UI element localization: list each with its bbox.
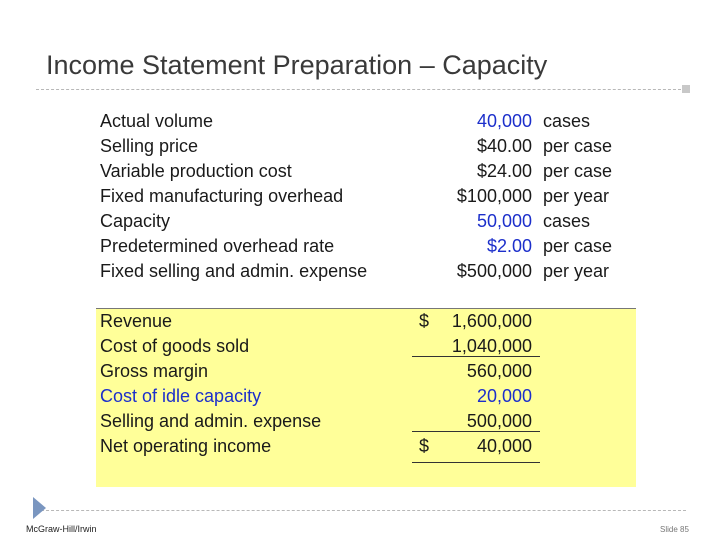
statement-row-selling-admin-expense (96, 409, 636, 434)
fact-unit: per year (543, 186, 610, 206)
fact-amount: $24.00 (476, 161, 532, 181)
fact-amount: 50,000 (476, 211, 532, 231)
statement-label: Net operating income (100, 436, 272, 456)
subtotal-underline (412, 431, 540, 432)
slide-number: Slide 85 (660, 525, 689, 534)
fact-unit: cases (543, 111, 591, 131)
fact-label: Selling price (100, 136, 199, 156)
currency-symbol: $ (419, 436, 430, 456)
fact-amount: $2.00 (486, 236, 532, 256)
publisher-footer: McGraw-Hill/Irwin (26, 524, 97, 534)
fact-amount: 40,000 (476, 111, 532, 131)
fact-amount: $40.00 (476, 136, 532, 156)
fact-label: Capacity (100, 211, 171, 231)
facts-section (96, 104, 636, 309)
fact-label: Predetermined overhead rate (100, 236, 335, 256)
fact-label: Variable production cost (100, 161, 292, 181)
statement-amount: 40,000 (476, 436, 532, 456)
fact-row-predetermined-overhead-rate (96, 234, 636, 259)
fact-row-actual-volume (96, 109, 636, 134)
fact-label: Actual volume (100, 111, 214, 131)
statement-label: Cost of goods sold (100, 336, 250, 356)
footer-divider (36, 510, 686, 511)
triangle-bullet-icon (33, 497, 46, 519)
fact-unit: cases (543, 211, 591, 231)
slide-title: Income Statement Preparation – Capacity (46, 50, 548, 80)
fact-row-selling-price (96, 134, 636, 159)
divider-end-marker (682, 85, 690, 93)
fact-label: Fixed selling and admin. expense (100, 261, 368, 281)
statement-row-gross-margin (96, 359, 636, 384)
income-statement-panel (96, 104, 636, 487)
fact-unit: per case (543, 136, 613, 156)
fact-label: Fixed manufacturing overhead (100, 186, 344, 206)
statement-label: Revenue (100, 311, 173, 331)
fact-row-fixed-selling-admin-expense (96, 259, 636, 284)
total-underline (412, 462, 540, 463)
currency-symbol: $ (419, 311, 430, 331)
statement-row-cost-of-idle-capacity (96, 384, 636, 409)
statement-label: Cost of idle capacity (100, 386, 262, 406)
statement-label: Gross margin (100, 361, 209, 381)
fact-row-variable-production-cost (96, 159, 636, 184)
fact-unit: per case (543, 161, 613, 181)
statement-row-revenue (96, 309, 636, 334)
statement-row-net-operating-income (96, 434, 636, 459)
fact-row-capacity (96, 209, 636, 234)
fact-unit: per case (543, 236, 613, 256)
statement-row-cost-of-goods-sold (96, 334, 636, 359)
title-divider (36, 89, 686, 90)
fact-unit: per year (543, 261, 610, 281)
statement-section (96, 309, 636, 487)
fact-row-fixed-manufacturing-overhead (96, 184, 636, 209)
statement-amount: 20,000 (476, 386, 532, 406)
statement-amount: 1,040,000 (451, 336, 532, 356)
fact-amount: $500,000 (456, 261, 532, 281)
statement-amount: 1,600,000 (451, 311, 532, 331)
statement-amount: 500,000 (466, 411, 532, 431)
fact-amount: $100,000 (456, 186, 532, 206)
statement-label: Selling and admin. expense (100, 411, 322, 431)
statement-amount: 560,000 (466, 361, 532, 381)
